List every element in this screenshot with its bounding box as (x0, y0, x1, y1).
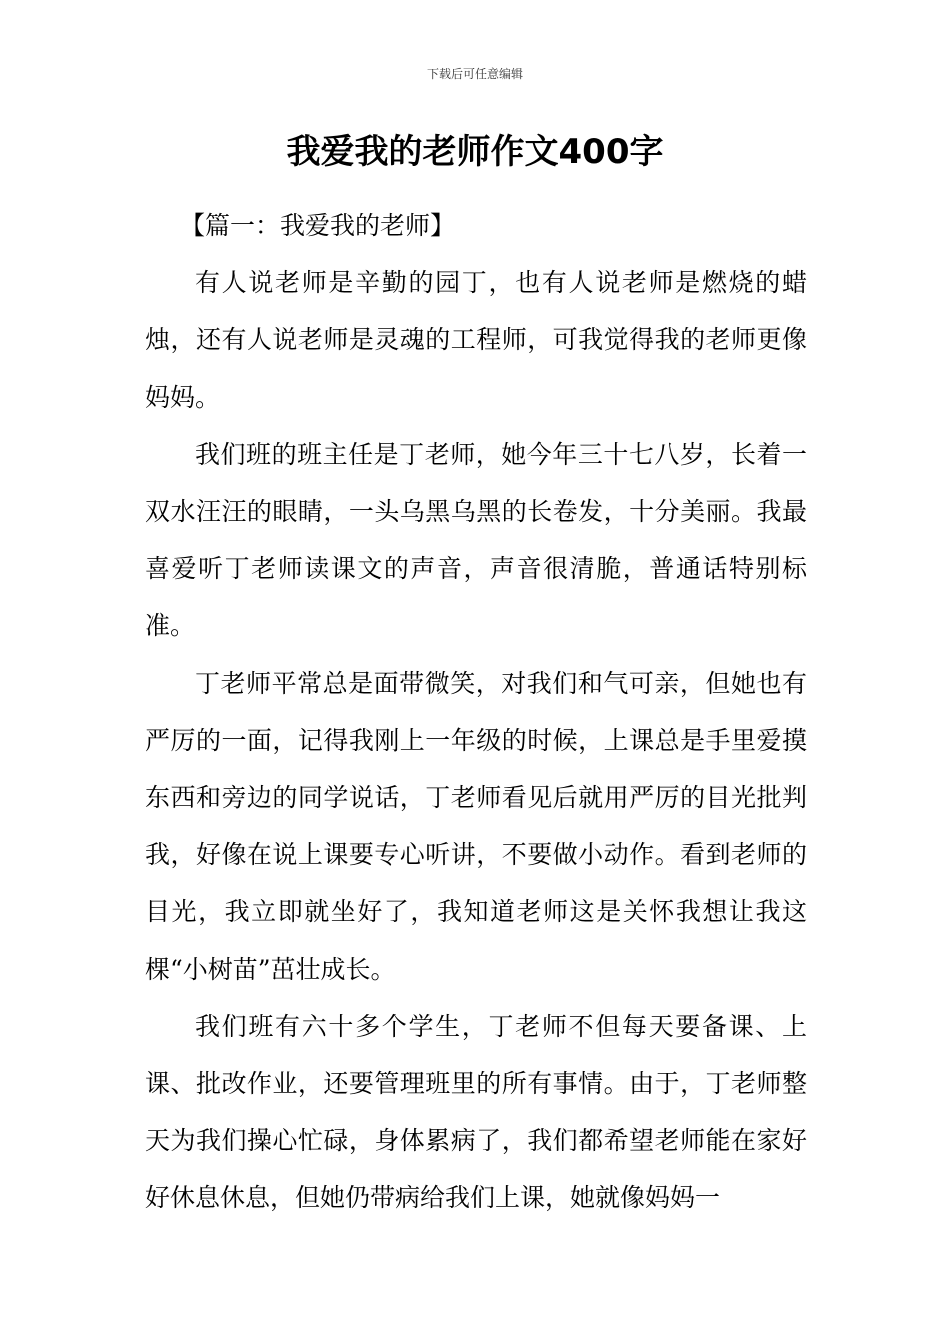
paragraph-1: 有人说老师是辛勤的园丁，也有人说老师是燃烧的蜡烛，还有人说老师是灵魂的工程师，可我觉得我的老师更像妈妈。 (145, 268, 807, 412)
document-body (145, 197, 807, 1227)
document-title: 我爱我的老师作文400字 (286, 132, 664, 172)
header-note: 下载后可任意编辑 (426, 67, 523, 81)
paragraph-3: 丁老师平常总是面带微笑，对我们和气可亲，但她也有严厉的一面，记得我刚上一年级的时候，上课总是手里爱摸东西和旁边的同学说话，丁老师看见后就用严厉的目光批判我，好像在说上课要专心听讲，不要做小动作。看到老师的目光，我立即就坐好了，我知道老师这是关怀我想让我这棵“小树苗”茁壮成长。 (145, 668, 807, 984)
paragraph-2: 我们班的班主任是丁老师，她今年三十七八岁，长着一双水汪汪的眼睛，一头乌黑乌黑的长卷发，十分美丽。我最喜爱听丁老师读课文的声音，声音很清脆，普通话特别标准。 (145, 439, 807, 641)
section-heading: 【篇一：我爱我的老师】 (180, 211, 456, 240)
paragraph-4: 我们班有六十多个学生，丁老师不但每天要备课、上课、批改作业，还要管理班里的所有事情。由于，丁老师整天为我们操心忙碌，身体累病了，我们都希望老师能在家好好休息休息，但她仍带病给我们上课，她就像妈妈一 (145, 1011, 807, 1213)
